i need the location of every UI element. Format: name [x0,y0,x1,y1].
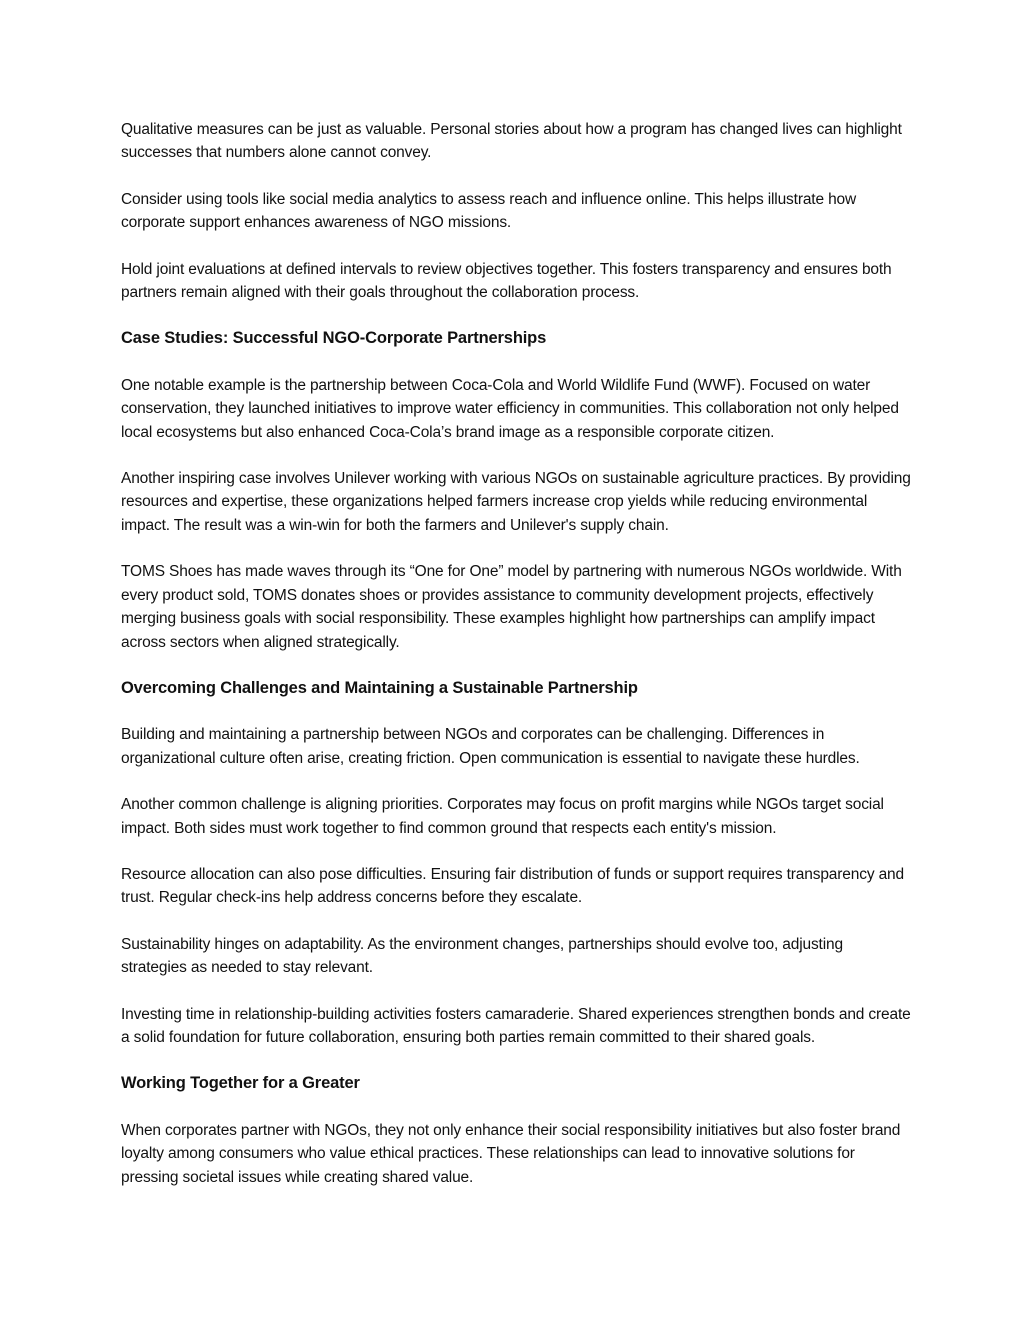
paragraph: Hold joint evaluations at defined intervals to review objectives together. This fosters transparency and ensures both partners remain aligned with their goals throughout the collaboration process. [121,260,892,302]
section-heading-case-studies: Case Studies: Successful NGO-Corporate Partnerships [121,329,547,348]
paragraph: Investing time in relationship-building activities fosters camaraderie. Shared experiences strengthen bonds and create a solid foundation for future collaboration, ensuring both parties remain committed to their shared goals. [121,1005,911,1046]
paragraph: Building and maintaining a partnership between NGOs and corporates can be challenging. Differences in organizational culture often arise, creating friction. Open communication is essential to navigate these hurdles. [121,726,860,767]
section-heading-working-together: Working Together for a Greater [121,1074,360,1093]
section-heading-challenges: Overcoming Challenges and Maintaining a Sustainable Partnership [121,678,638,697]
paragraph: Sustainability hinges on adaptability. As the environment changes, partnerships should evolve too, adjusting strategies as needed to stay relevant. [121,935,843,977]
paragraph: TOMS Shoes has made waves through its “One for One” model by partnering with numerous NGOs worldwide. With every product sold, TOMS donates shoes or provides assistance to community development projects, effectively merging business goals with social responsibility. These examples highlight how partnerships can amplify impact across sectors when aligned strategically. [121,563,902,651]
paragraph: Another common challenge is aligning priorities. Corporates may focus on profit margins while NGOs target social impact. Both sides must work together to find common ground that respects each entity's mission. [121,796,884,837]
paragraph: Resource allocation can also pose difficulties. Ensuring fair distribution of funds or support requires transparency and trust. Regular check-ins help address concerns before they escalate. [121,865,904,907]
document-body [121,118,911,1212]
paragraph: One notable example is the partnership between Coca-Cola and World Wildlife Fund (WWF). Focused on water conservation, they launched initiatives to improve water efficiency in communities. This collaboration not only helped local ecosystems but also enhanced Coca-Cola’s brand image as a responsible corporate citizen. [121,376,899,441]
paragraph: Consider using tools like social media analytics to assess reach and influence online. This helps illustrate how corporate support enhances awareness of NGO missions. [121,190,857,232]
paragraph: When corporates partner with NGOs, they not only enhance their social responsibility initiatives but also foster brand loyalty among consumers who value ethical practices. These relationships can lead to innovative solutions for pressing societal issues while creating shared value. [121,1121,901,1186]
paragraph: Qualitative measures can be just as valuable. Personal stories about how a program has changed lives can highlight successes that numbers alone cannot convey. [121,121,902,162]
paragraph: Another inspiring case involves Unilever working with various NGOs on sustainable agriculture practices. By providing resources and expertise, these organizations helped farmers increase crop yields while reducing environmental impact. The result was a win-win for both the farmers and Unilever's supply chain. [121,470,911,534]
